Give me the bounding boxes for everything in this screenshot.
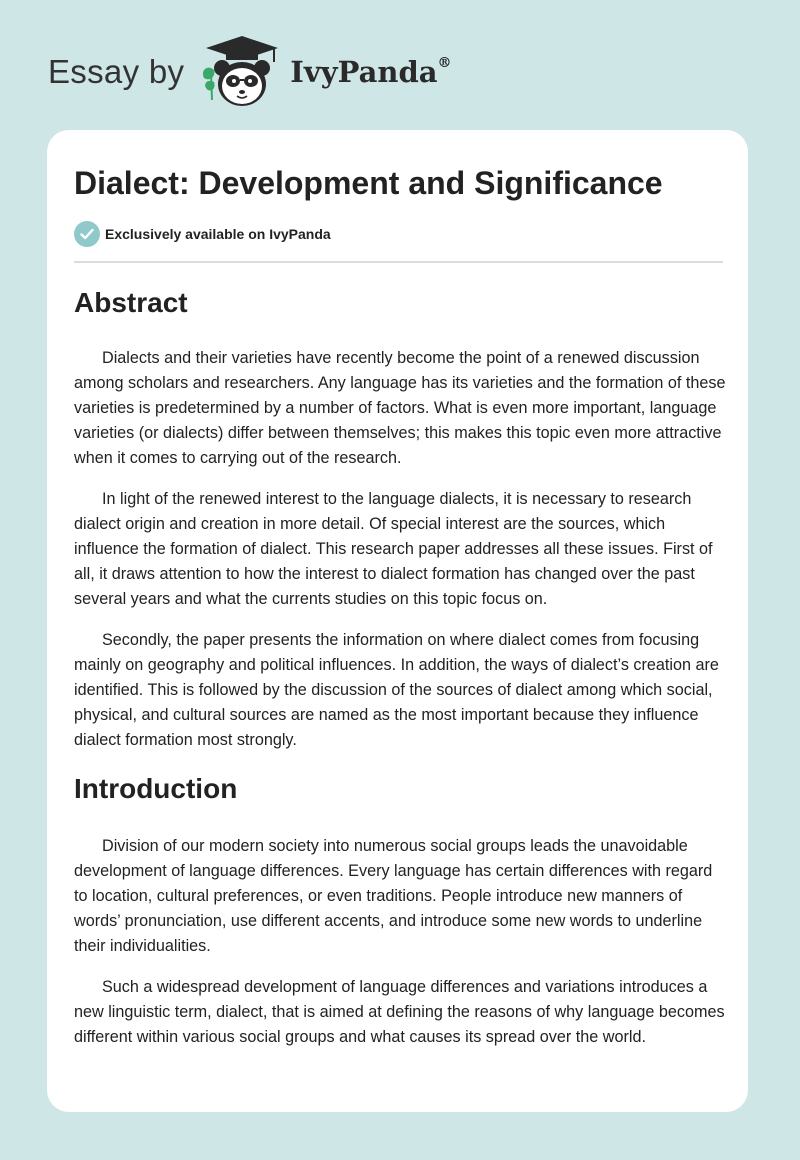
badge-text: Exclusively available on IvyPanda	[105, 226, 331, 242]
abstract-paragraph: Secondly, the paper presents the information on where dialect comes from focusing mainly on geography and political influences. In addition, the ways of dialect’s creation are identified. This is followed by the discussion of the sources of dialect among which social, physical, and cultural sources are named as the most important because they influence dialect formation most strongly.	[74, 631, 719, 749]
essay-by-label: Essay by	[48, 53, 185, 90]
panda-logo-icon[interactable]	[198, 34, 286, 110]
introduction-paragraph: Division of our modern society into numerous social groups leads the unavoidable development of language differences. Every language has certain differences with regard to location, cultural preferences, or even traditions. People introduce new manners of words’ pronunciation, use different accents, and introduce some new words to underline their individualities.	[74, 837, 713, 955]
site-header	[48, 34, 452, 110]
registered-mark: ®	[437, 55, 452, 72]
essay-card	[47, 130, 748, 1112]
abstract-paragraph: In light of the renewed interest to the language dialects, it is necessary to research dialect origin and creation in more detail. Of special interest are the sources, which influence the formation of dialect. This research paper addresses all these issues. First of all, it draws attention to how the interest to dialect formation has changed over the past several years and what the currents studies on this topic focus on.	[74, 490, 713, 608]
essay-content	[74, 280, 726, 1050]
exclusive-badge	[74, 221, 331, 247]
brand-label: IvyPanda	[290, 55, 438, 89]
page-title: Dialect: Development and Significance	[74, 165, 663, 201]
abstract-section	[74, 283, 726, 753]
introduction-paragraph: Such a widespread development of language differences and variations introduces a new linguistic term, dialect, that is aimed at defining the reasons of why language becomes different within various social groups and what causes its spread over the world.	[74, 978, 725, 1046]
divider	[74, 261, 723, 263]
check-circle-icon	[74, 221, 100, 247]
introduction-section	[74, 769, 726, 1050]
abstract-heading: Abstract	[74, 287, 188, 318]
brand-name[interactable]	[290, 55, 451, 89]
abstract-paragraph: Dialects and their varieties have recently become the point of a renewed discussion among scholars and researchers. Any language has its varieties and the formation of these varieties is predetermined by a number of factors. What is even more important, language varieties (or dialects) differ between themselves; this makes this topic even more attractive when it comes to carrying out of the research.	[74, 349, 726, 467]
introduction-heading: Introduction	[74, 773, 238, 804]
